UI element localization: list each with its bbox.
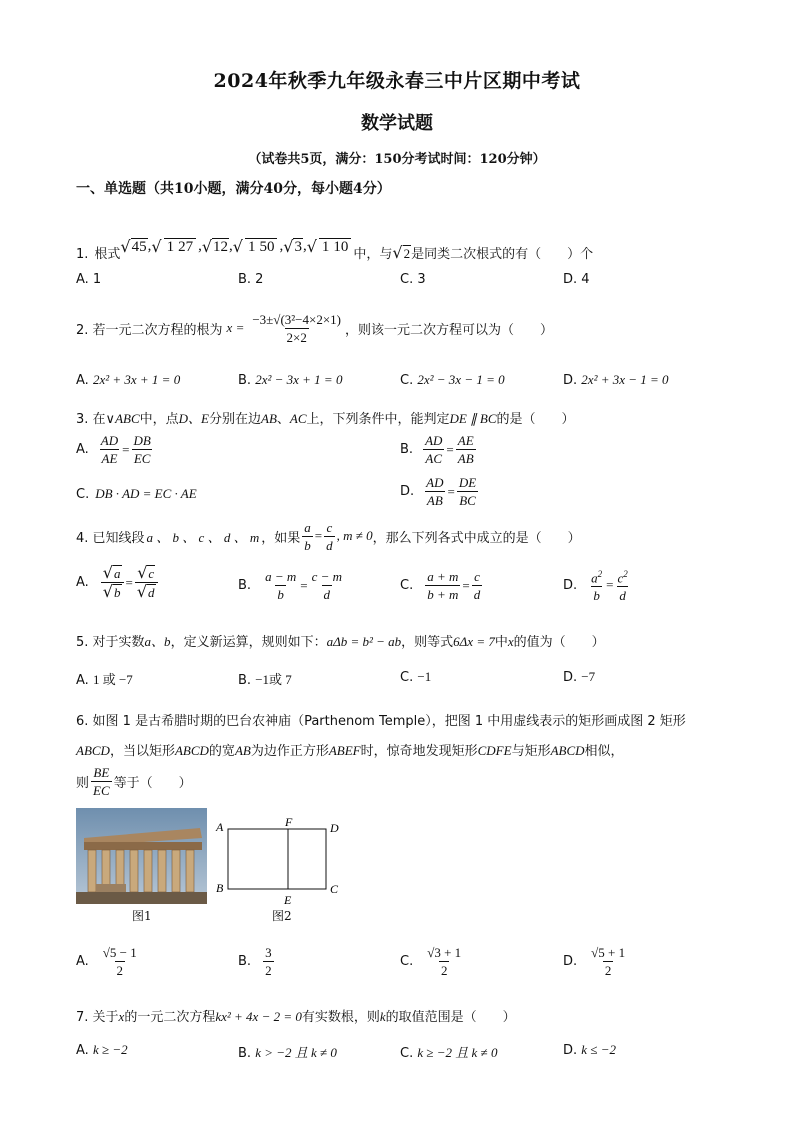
q3-stem-c: 中，点 <box>139 412 179 427</box>
q7-label-b: B. <box>238 1046 252 1061</box>
q3d-d2: BC <box>459 493 476 508</box>
point-b: B <box>216 881 224 895</box>
q7-value-a: k ≥ −2 <box>92 1042 128 1057</box>
point-f: F <box>285 815 293 829</box>
q6-label-a: A. <box>76 954 89 969</box>
question-7 <box>76 1006 516 1025</box>
q6-option-b[interactable] <box>238 944 276 979</box>
q3-option-d[interactable]: D. $\frac{AD}{AB}$ = $\frac{DE}{BC}$ <box>400 475 477 508</box>
q7-value-c: k ≥ −2 且 k ≠ 0 <box>417 1045 498 1060</box>
q2-option-b[interactable] <box>238 372 342 388</box>
q5-label-d: D. <box>563 670 578 685</box>
q1-root2: √2 <box>392 243 411 262</box>
q3-label-b: B. <box>400 442 414 457</box>
q6a-d: 2 <box>116 963 124 978</box>
rectangle-abcd <box>228 829 326 889</box>
question-4: 4. 已知线段 a 、 b 、 c 、 d 、 m ，如果 $\frac{a}{b}$ = $\frac{c}{d}$ , m ≠ 0 ，那么下列各式中成立的是（ ） <box>76 519 581 553</box>
q1-suffix: 是同类二次根式的有（ ）个 <box>411 247 594 262</box>
q3-option-a[interactable]: A. $\frac{AD}{AE}$ = $\frac{DB}{EC}$ <box>76 433 151 466</box>
q1-middle: 中，与 <box>353 247 393 262</box>
q6d-d: 2 <box>604 963 612 978</box>
q2-option-d[interactable] <box>563 372 669 388</box>
q6-ab: AB <box>234 743 251 758</box>
q1-option-a[interactable]: A. 1 <box>76 272 102 287</box>
parthenon-photo <box>76 808 207 904</box>
q2-stem-a: 2. 若一元二次方程的根为 <box>76 322 223 338</box>
point-c: C <box>330 882 339 896</box>
q4-label-a: A. <box>76 575 89 590</box>
subject-title: 数学试题 <box>361 113 433 134</box>
q5-option-b[interactable] <box>238 669 292 688</box>
q7-label-c: C. <box>400 1046 414 1061</box>
q4-label-c: C. <box>400 578 414 593</box>
q4-stem-b: ，如果 <box>261 530 301 546</box>
q6-l3a: 则 <box>76 776 90 791</box>
q3b-n1: AD <box>425 433 443 448</box>
q3-stem-e: 分别在边 <box>208 412 261 427</box>
q6-l2f: 为边作正方形 <box>250 744 329 759</box>
q3-side-ab: AB <box>261 411 277 426</box>
q5-option-c[interactable] <box>400 669 431 685</box>
q7-stem-d: 的取值范围是（ ） <box>385 1010 516 1025</box>
q3b-n2: AE <box>457 433 474 448</box>
q2-option-c[interactable] <box>400 372 505 388</box>
q7-stem-a: 7. 关于 <box>76 1010 119 1025</box>
q6-abcd-2: ABCD <box>174 743 209 758</box>
q5-label-b: B. <box>238 673 252 688</box>
q6-option-a[interactable] <box>76 944 141 979</box>
q5-stem-b: ，定义新运算，规则如下： <box>170 635 327 650</box>
q3a-n1: AD <box>100 433 119 448</box>
q7-stem-b: 的一元二次方程 <box>124 1010 216 1025</box>
q7-value-d: k ≤ −2 <box>581 1042 616 1057</box>
question-5 <box>76 631 605 650</box>
q5-rule: aΔb = b² − ab <box>326 634 402 649</box>
q3-stem-g: 、 <box>276 412 290 427</box>
q2-expr-d: 2x² + 3x − 1 = 0 <box>581 372 669 387</box>
q3a-n2: DB <box>133 433 151 448</box>
q5-value-c: −1 <box>417 669 432 684</box>
q2-expr-a: 2x² + 3x + 1 = 0 <box>92 372 181 387</box>
q3d-n1: AD <box>426 475 444 490</box>
q5-value-a: 1 或 −7 <box>92 672 133 687</box>
q6-l2l: 相似， <box>584 744 624 759</box>
q6b-n: 3 <box>265 945 272 960</box>
q2-expr-b: 2x² − 3x + 1 = 0 <box>255 372 343 387</box>
q2-root-formula <box>250 311 343 346</box>
q5-label-c: C. <box>400 670 414 685</box>
q6c-n: √3 + 1 <box>427 945 462 960</box>
q2-option-a[interactable] <box>76 372 180 388</box>
q3d-d1: AB <box>426 493 443 508</box>
q5-vars: a、b <box>144 634 171 649</box>
q3b-d2: AB <box>457 451 474 466</box>
q7-label-d: D. <box>563 1043 578 1058</box>
q7-option-c[interactable] <box>400 1042 497 1061</box>
q3b-d1: AC <box>425 451 443 466</box>
exam-title: 2024年秋季九年级永春三中片区期中考试 <box>213 70 581 92</box>
question-2: 2. 若一元二次方程的根为 x = $\frac{\text{−3±√(3²−4×2×1)}}{2\times 2}$ ，则该一元二次方程可以为（ ） <box>76 311 554 345</box>
q3-option-c[interactable] <box>76 486 197 502</box>
q4-cond: m ≠ 0 <box>343 528 373 543</box>
q2-label-a: A. <box>76 373 89 388</box>
q2-label-c: C. <box>400 373 414 388</box>
q3-option-b[interactable]: B. $\frac{AD}{AC}$ = $\frac{AE}{AB}$ <box>400 433 474 466</box>
q6b-d: 2 <box>265 963 272 978</box>
q4-stem-a: 4. 已知线段 <box>76 530 145 546</box>
q6-frac-d: EC <box>93 783 110 798</box>
point-d: D <box>330 821 339 835</box>
question-1 <box>76 212 593 262</box>
q4-option-c[interactable]: C. $\frac{a + m}{b + m}$ = $\frac{c}{d}$ <box>400 569 481 602</box>
q2-expr-c: 2x² − 3x − 1 = 0 <box>417 372 505 387</box>
q7-option-b[interactable] <box>238 1042 337 1061</box>
q5-stem-e: 的值为（ ） <box>513 635 605 650</box>
q6-frac-n: BE <box>93 765 110 780</box>
q6-abcd-1: ABCD <box>76 743 110 758</box>
q7-x: x <box>118 1009 125 1024</box>
q1-option-c[interactable]: C. 3 <box>400 272 426 287</box>
fig2-caption: 图2 <box>272 909 292 923</box>
q6-line-1: 6. 如图 1 是古希腊时期的巴台农神庙（Parthenom Temple），把图 1 中用虚线表示的矩形画成图 2 矩形 <box>76 714 686 729</box>
q2-label-d: D. <box>563 373 578 388</box>
q4-option-a[interactable]: A. $\frac{√a}{√b}$ = $\frac{√c}{√d}$ <box>76 564 160 601</box>
q1-number: 1. <box>76 247 89 262</box>
q4-label-b: B. <box>238 578 252 593</box>
q3a-d2: EC <box>133 451 151 466</box>
q5-eq: 6Δx = 7 <box>453 634 495 649</box>
q5-value-d: −7 <box>581 669 596 684</box>
q4-stem-c: ，那么下列各式中成立的是（ ） <box>372 530 581 546</box>
q3-label-d: D. <box>400 484 415 499</box>
q7-k: k <box>379 1009 386 1024</box>
q6c-d: 2 <box>440 963 448 978</box>
section-heading: 一、单选题（共10小题，满分40分，每小题4分） <box>76 181 391 197</box>
q6-line-3 <box>76 764 192 799</box>
q6-l2d: 的宽 <box>208 744 235 759</box>
q1-prefix: 根式 <box>94 247 121 262</box>
q3-stem-i: 上，下列条件中，能判定 <box>306 412 450 427</box>
q5-x: x <box>507 634 514 649</box>
q2-numerator: −3±√(3²−4×2×1) <box>252 311 341 327</box>
fig1-caption: 图1 <box>132 909 152 923</box>
q4-option-d[interactable]: D. $\frac{a^2}{b}$ = $\frac{c^2}{d}$ <box>563 569 628 604</box>
q6d-n: √5 + 1 <box>591 945 626 960</box>
q6-l2j: 与矩形 <box>511 744 551 759</box>
q3-parallel: DE ∥ BC <box>449 411 497 426</box>
q5-stem-c: ，则等式 <box>401 635 454 650</box>
triangle-symbol: ∨ <box>105 411 116 426</box>
q6-abcd-3: ABCD <box>550 743 585 758</box>
q6-label-d: D. <box>563 954 578 969</box>
q6-l3b: 等于（ ） <box>113 776 192 791</box>
q3a-d1: AE <box>101 451 118 466</box>
q7-value-b: k > −2 且 k ≠ 0 <box>255 1045 337 1060</box>
rectangle-diagram <box>214 815 344 909</box>
question-3 <box>76 408 575 427</box>
q6a-n: √5 − 1 <box>102 945 137 960</box>
q3d-n2: DE <box>458 475 477 490</box>
q7-option-d[interactable] <box>563 1042 616 1058</box>
q3-label-a: A. <box>76 442 89 457</box>
q6-cdfe: CDFE <box>477 743 512 758</box>
q7-stem-c: 有实数根，则 <box>301 1010 380 1025</box>
q2-label-b: B. <box>238 373 252 388</box>
q6-option-c[interactable] <box>400 944 465 979</box>
q7-label-a: A. <box>76 1043 89 1058</box>
q6-l2b: ，当以矩形 <box>109 744 175 759</box>
q5-stem-a: 5. 对于实数 <box>76 635 145 650</box>
exam-info: （试卷共5页，满分：150分考试时间：120分钟） <box>248 152 546 167</box>
q2-denominator: 2×2 <box>286 329 307 345</box>
q3-points: D、E <box>178 411 209 426</box>
q5-value-b: −1或 7 <box>255 672 292 687</box>
q3-triangle: ABC <box>115 411 140 426</box>
point-e: E <box>284 893 292 907</box>
q6-line-2 <box>76 740 624 759</box>
q7-option-a[interactable] <box>76 1042 128 1058</box>
q6-label-b: B. <box>238 954 252 969</box>
q3c-expr: DB · AD = EC · AE <box>95 486 197 501</box>
q1-option-b[interactable]: B. 2 <box>238 272 264 287</box>
q3-side-ac: AC <box>289 411 307 426</box>
q4-option-b[interactable]: B. $\frac{a - m}{b}$ = $\frac{c - m}{d}$ <box>238 569 343 602</box>
q3-stem-k: 的是（ ） <box>496 412 575 427</box>
q4-label-d: D. <box>563 577 578 593</box>
q6-option-d[interactable] <box>563 944 629 979</box>
q4-vars: a 、 b 、 c 、 d 、 m <box>146 529 260 545</box>
q5-option-a[interactable] <box>76 669 133 688</box>
q7-eq: kx² + 4x − 2 = 0 <box>215 1009 302 1024</box>
q1-option-d[interactable]: D. 4 <box>563 272 590 287</box>
q3-label-c: C. <box>76 487 90 502</box>
point-a: A <box>216 820 224 834</box>
q6-l2h: 时，惊奇地发现矩形 <box>360 744 478 759</box>
q6-abef: ABEF <box>328 743 361 758</box>
q6-label-c: C. <box>400 954 414 969</box>
q2-stem-b: ，则该一元二次方程可以为（ ） <box>345 322 554 338</box>
q5-stem-d: 中 <box>494 635 508 650</box>
q1-radicals: √ 45 , √ 1 27 , √ 12 , √ 1 50 , √ 3 , √ 1 10 <box>120 237 353 256</box>
q3-stem-a: 3. 在 <box>76 412 106 427</box>
q5-label-a: A. <box>76 673 89 688</box>
q5-option-d[interactable] <box>563 669 595 685</box>
